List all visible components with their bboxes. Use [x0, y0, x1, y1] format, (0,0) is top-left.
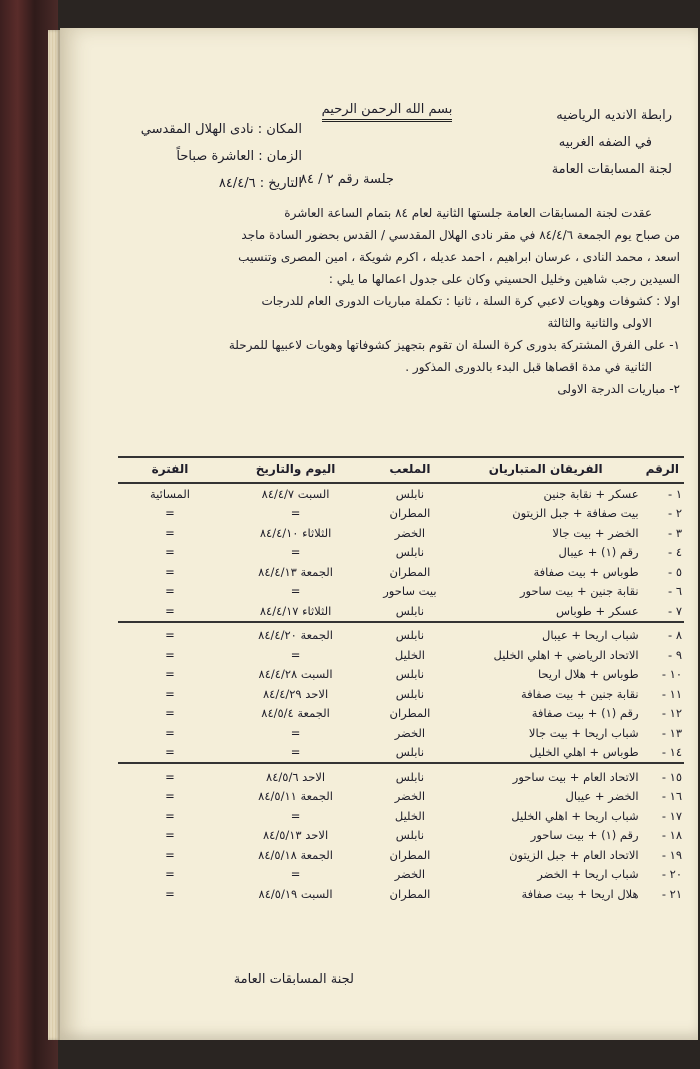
match-period: =: [165, 706, 175, 721]
match-period: =: [165, 564, 175, 579]
table-row: [118, 622, 684, 646]
match-venue: نابلس: [395, 486, 425, 501]
match-period: =: [165, 686, 175, 701]
match-number: ١٤ -: [661, 745, 682, 760]
match-number: ١٧ -: [661, 808, 682, 823]
match-venue: المطران: [389, 886, 431, 901]
match-teams: شباب اريحا + الخضر: [537, 867, 639, 882]
match-teams: عسكر + طوباس: [556, 603, 639, 618]
column-header-number: الرقم: [641, 457, 684, 483]
decision-item: الثانية في مدة اقصاها قبل البدء بالدورى المذكور .: [405, 360, 652, 374]
meeting-time: الزمان : العاشرة صباحاً: [176, 149, 302, 164]
match-date: =: [290, 506, 301, 521]
match-date: الثلاثاء ٨٤/٤/١٧: [259, 603, 332, 618]
section-heading: ٢- مباريات الدرجة الاولى: [557, 382, 680, 396]
match-period: =: [118, 763, 222, 787]
meeting-date: التاريخ : ٨٤/٤/٦: [218, 176, 302, 191]
match-teams: هلال اريحا + بيت صفافة: [521, 886, 639, 901]
match-venue: الخضر: [394, 867, 426, 882]
match-period: =: [165, 603, 175, 618]
decision-item: ١- على الفرق المشتركة بدورى كرة السلة ان تقوم بتجهيز كشوفاتها وهويات لاعبيها للمرحلة: [228, 338, 680, 352]
match-period: =: [165, 847, 175, 862]
match-date: الجمعة ٨٤/٤/١٣: [258, 564, 333, 579]
agenda-line: الاولى والثانية والثالثة: [547, 316, 652, 330]
match-period: =: [118, 622, 222, 646]
match-period: =: [165, 667, 175, 682]
match-period: =: [165, 647, 175, 662]
match-venue: المطران: [389, 564, 431, 579]
match-teams: رقم (١) + بيت صفافة: [531, 706, 639, 721]
match-period: المسائية: [150, 486, 190, 501]
intro-line: السيدين رجب شاهين وخليل الحسيني وكان على جدول اعمالها ما يلي :: [328, 272, 680, 286]
table-row: [118, 845, 684, 865]
match-date: =: [290, 867, 301, 882]
intro-line: من صباح يوم الجمعة ٨٤/٤/٦ في مقر نادى الهلال المقدسي / القدس بحضور السادة ماجد: [241, 228, 680, 242]
table-row: [118, 763, 684, 787]
table-row: [118, 562, 684, 582]
match-number: ١٥ -: [641, 763, 684, 787]
match-period: =: [165, 725, 175, 740]
match-number: ٩ -: [668, 647, 682, 662]
table-row: [118, 645, 684, 665]
meeting-info: [112, 116, 302, 197]
match-number: ١٦ -: [661, 789, 682, 804]
column-header-period: الفترة: [118, 457, 222, 483]
match-date: الجمعة ٨٤/٥/١١: [258, 789, 333, 804]
match-teams: طوباس + اهلي الخليل: [529, 745, 639, 760]
match-number: ١ -: [668, 486, 682, 501]
match-teams: الاتحاد الرياضي + اهلي الخليل: [493, 647, 639, 662]
match-date: =: [290, 545, 301, 560]
table-row: [118, 483, 684, 504]
table-row: [118, 704, 684, 724]
signature: لجنة المسابقات العامة: [233, 972, 354, 987]
match-date: الثلاثاء ٨٤/٤/١٠: [259, 525, 332, 540]
match-venue: الخضر: [394, 789, 426, 804]
match-number: ٨ -: [641, 622, 684, 646]
match-venue: نابلس: [395, 545, 425, 560]
match-number: ١٨ -: [661, 828, 682, 843]
table-row: [118, 743, 684, 764]
org-line: لجنة المسابقات العامة: [551, 162, 672, 177]
table-row: [118, 543, 684, 563]
match-date: السبت ٨٤/٤/٧: [261, 486, 330, 501]
match-number: ١٢ -: [661, 706, 682, 721]
match-venue: المطران: [389, 847, 431, 862]
column-header-date: اليوم والتاريخ: [222, 457, 369, 483]
match-venue: نابلس: [395, 828, 425, 843]
table-row: [118, 504, 684, 524]
match-teams: بيت صفافة + جبل الزيتون: [512, 506, 639, 521]
basmala: بسم الله الرحمن الرحيم: [322, 102, 453, 122]
match-number: ٣ -: [668, 525, 682, 540]
match-period: =: [165, 506, 175, 521]
match-period: =: [165, 867, 175, 882]
match-number: ٥ -: [668, 564, 682, 579]
match-period: =: [165, 545, 175, 560]
org-line: في الضفه الغربيه: [558, 135, 652, 150]
table-row: [118, 582, 684, 602]
match-venue: نابلس: [395, 667, 425, 682]
table-row: [118, 723, 684, 743]
match-teams: رقم (١) + بيت ساحور: [530, 828, 639, 843]
match-teams: شباب اريحا + اهلي الخليل: [511, 808, 639, 823]
match-period: =: [165, 789, 175, 804]
match-teams: شباب اريحا + بيت جالا: [528, 725, 639, 740]
match-date: =: [290, 745, 301, 760]
match-period: =: [165, 828, 175, 843]
match-number: ١١ -: [661, 686, 682, 701]
match-number: ١٠ -: [661, 667, 682, 682]
match-number: ٦ -: [668, 584, 682, 599]
match-teams: شباب اريحا + عيبال: [451, 622, 641, 646]
match-period: =: [165, 886, 175, 901]
match-teams: رقم (١) + عيبال: [558, 545, 639, 560]
table-row: [118, 884, 684, 904]
match-date: السبت ٨٤/٤/٢٨: [258, 667, 333, 682]
match-venue: نابلس: [395, 686, 425, 701]
match-teams: الخضر + عيبال: [565, 789, 639, 804]
match-venue: بيت ساحور: [383, 584, 437, 599]
match-teams: عسكر + نقابة جنين: [543, 486, 639, 501]
table-row: [118, 601, 684, 622]
match-venue: نابلس: [369, 622, 451, 646]
match-teams: طوباس + بيت صفافة: [533, 564, 639, 579]
match-date: =: [290, 584, 301, 599]
match-date: الاحد ٨٤/٥/٦: [222, 763, 369, 787]
match-teams: الاتحاد العام + بيت ساحور: [451, 763, 641, 787]
match-period: =: [165, 584, 175, 599]
match-teams: الخضر + بيت جالا: [552, 525, 639, 540]
match-date: الجمعة ٨٤/٥/١٨: [258, 847, 333, 862]
table-row: [118, 787, 684, 807]
organization-block: [497, 102, 672, 183]
match-number: ٢٠ -: [661, 867, 682, 882]
match-number: ٤ -: [668, 545, 682, 560]
match-venue: الخليل: [394, 808, 425, 823]
match-number: ٢١ -: [661, 886, 682, 901]
match-venue: الخليل: [394, 647, 425, 662]
match-date: الجمعة ٨٤/٥/٤: [261, 706, 330, 721]
match-venue: المطران: [389, 506, 431, 521]
match-date: =: [290, 725, 301, 740]
match-venue: نابلس: [395, 603, 425, 618]
minutes-body: [74, 202, 680, 400]
match-date: الاحد ٨٤/٥/١٣: [262, 828, 329, 843]
match-date: =: [290, 647, 301, 662]
intro-line: اسعد ، محمد النادى ، عرسان ابراهيم ، احمد عديله ، اكرم شويكة ، امين المصرى وتنسيب: [238, 250, 680, 264]
org-line: رابطة الانديه الرياضيه: [556, 108, 672, 123]
meeting-place: المكان : نادى الهلال المقدسي: [140, 122, 302, 137]
column-header-teams: الفريقان المتباريان: [451, 457, 641, 483]
match-venue: الخضر: [394, 725, 426, 740]
document-content: [72, 100, 684, 1000]
basmala-block: [292, 102, 482, 122]
table-row: [118, 806, 684, 826]
fixtures-body: [118, 483, 684, 904]
column-header-venue: الملعب: [369, 457, 451, 483]
match-number: ١٣ -: [661, 725, 682, 740]
agenda-line: اولا : كشوفات وهويات لاعبي كرة السلة ، ثانيا : تكملة مباريات الدورى العام للدرجات: [261, 294, 680, 308]
match-date: الاحد ٨٤/٤/٢٩: [262, 686, 329, 701]
table-row: [118, 826, 684, 846]
table-header-row: [118, 457, 684, 483]
match-venue: نابلس: [395, 745, 425, 760]
match-venue: نابلس: [369, 763, 451, 787]
table-row: [118, 665, 684, 685]
match-teams: نقابة جنين + بيت ساحور: [519, 584, 639, 599]
fixtures-table: [118, 456, 684, 904]
match-period: =: [165, 525, 175, 540]
match-date: =: [290, 808, 301, 823]
match-period: =: [165, 745, 175, 760]
match-teams: نقابة جنين + بيت صفافة: [520, 686, 639, 701]
match-number: ٢ -: [668, 506, 682, 521]
match-teams: طوباس + هلال اريحا: [538, 667, 639, 682]
match-number: ٧ -: [668, 603, 682, 618]
match-date: السبت ٨٤/٥/١٩: [258, 886, 333, 901]
page-edges: [48, 30, 60, 1040]
session-number: جلسة رقم ٢ / ٨٤: [300, 172, 394, 187]
table-row: [118, 523, 684, 543]
match-date: الجمعة ٨٤/٤/٢٠: [222, 622, 369, 646]
match-teams: الاتحاد العام + جبل الزيتون: [509, 847, 639, 862]
table-row: [118, 865, 684, 885]
match-period: =: [165, 808, 175, 823]
match-number: ١٩ -: [661, 847, 682, 862]
intro-line: عقدت لجنة المسابقات العامة جلستها الثانية لعام ٨٤ بتمام الساعة العاشرة: [284, 206, 652, 220]
match-venue: الخضر: [394, 525, 426, 540]
table-row: [118, 684, 684, 704]
match-venue: المطران: [389, 706, 431, 721]
